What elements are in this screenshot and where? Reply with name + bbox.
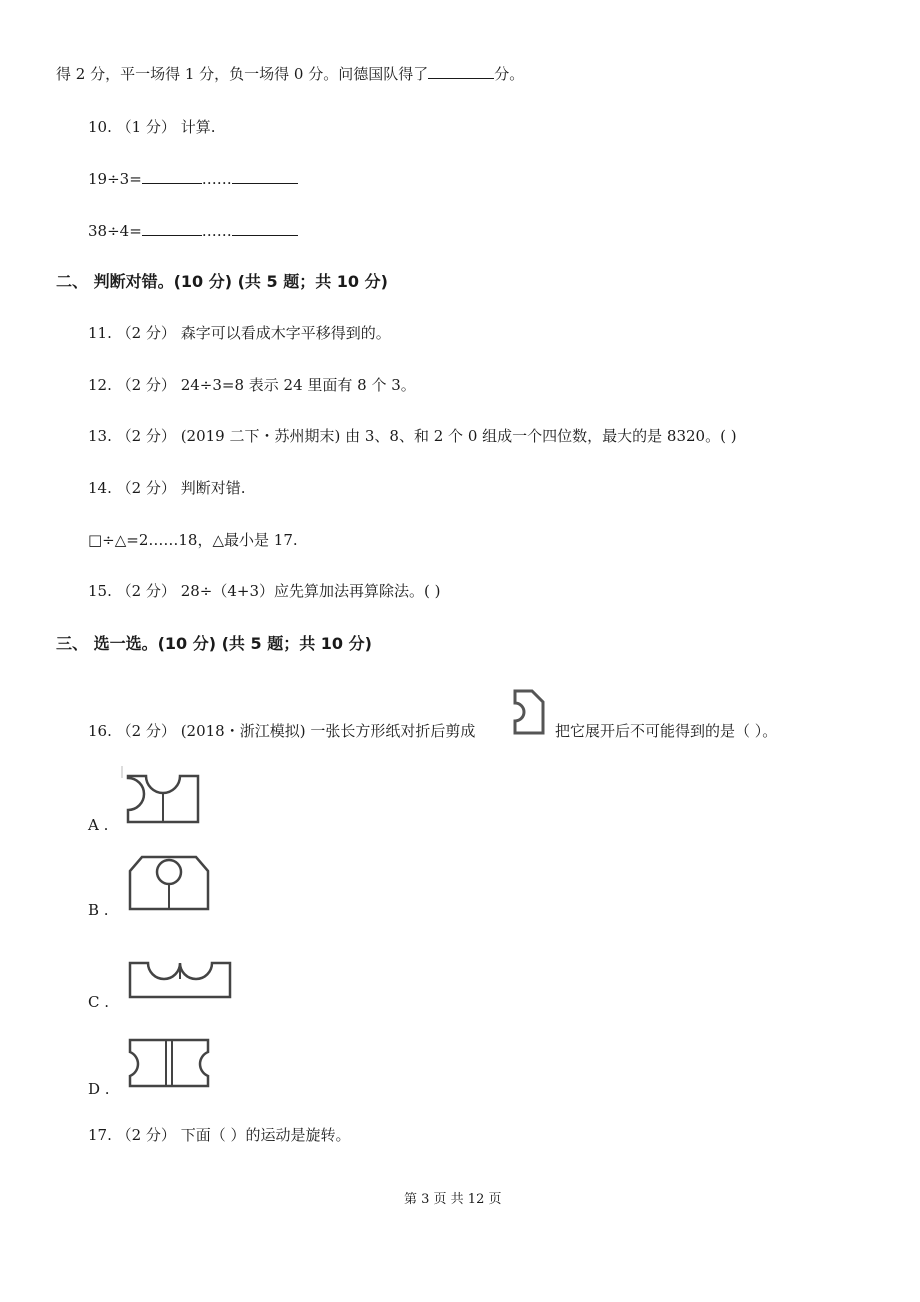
q10-line2 bbox=[88, 221, 298, 241]
q15-text: 15. （2 分） 28÷（4+3）应先算加法再算除法。( ) bbox=[88, 582, 441, 600]
quotient-blank[interactable] bbox=[142, 169, 202, 184]
remainder-blank[interactable] bbox=[232, 221, 298, 236]
q14-head: 14. （2 分） 判断对错. bbox=[88, 479, 246, 497]
shape-c-icon[interactable] bbox=[126, 959, 236, 1001]
folded-paper-icon bbox=[510, 688, 546, 736]
q17-text: 17. （2 分） 下面（ ）的运动是旋转。 bbox=[88, 1126, 351, 1144]
q9-unit: 分。 bbox=[494, 65, 525, 83]
shape-d-icon[interactable] bbox=[126, 1036, 216, 1090]
section-2-title: 二、 判断对错。(10 分) (共 5 题；共 10 分) bbox=[56, 272, 388, 291]
remainder-dots: …… bbox=[201, 222, 232, 240]
page-footer: 第 3 页 共 12 页 bbox=[404, 1192, 502, 1207]
quotient-blank[interactable] bbox=[142, 221, 202, 236]
q10-head: 10. （1 分） 计算. bbox=[88, 118, 216, 136]
option-a-label[interactable]: A . bbox=[88, 816, 109, 834]
q10-expr2: 38÷4= bbox=[88, 222, 142, 240]
option-d-label[interactable]: D . bbox=[88, 1080, 110, 1098]
remainder-blank[interactable] bbox=[232, 169, 298, 184]
q14-body: □÷△=2……18，△最小是 17. bbox=[88, 531, 298, 549]
q16-text-before: 16. （2 分） (2018・浙江模拟) 一张长方形纸对折后剪成 bbox=[88, 722, 476, 740]
option-c-label[interactable]: C . bbox=[88, 993, 110, 1011]
q12-text: 12. （2 分） 24÷3=8 表示 24 里面有 8 个 3。 bbox=[88, 376, 416, 394]
shape-a-icon[interactable] bbox=[118, 764, 208, 826]
shape-b-icon[interactable] bbox=[126, 853, 212, 913]
q11-text: 11. （2 分） 森字可以看成木字平移得到的。 bbox=[88, 324, 391, 342]
q10-expr1: 19÷3= bbox=[88, 170, 142, 188]
q13-text: 13. （2 分） (2019 二下・苏州期末) 由 3、8、和 2 个 0 组成一个四位数，最大的是 8320。( ) bbox=[88, 427, 737, 445]
q16-text-after: 把它展开后不可能得到的是（ ）。 bbox=[555, 722, 778, 740]
section-3-title: 三、 选一选。(10 分) (共 5 题；共 10 分) bbox=[56, 634, 372, 653]
option-b-label[interactable]: B . bbox=[88, 901, 109, 919]
answer-blank[interactable] bbox=[428, 64, 494, 79]
remainder-dots: …… bbox=[201, 170, 232, 188]
q10-line1 bbox=[88, 169, 298, 189]
q9-continuation bbox=[56, 64, 524, 84]
q9-text: 得 2 分，平一场得 1 分，负一场得 0 分。问德国队得了 bbox=[56, 65, 429, 83]
